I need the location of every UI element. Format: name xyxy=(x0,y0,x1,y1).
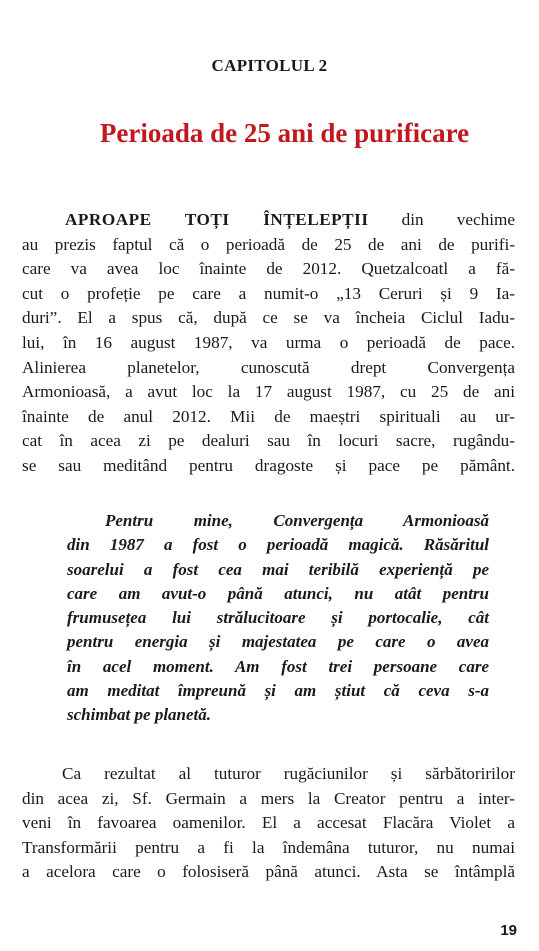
paragraph-line: a acelora care o folosiseră până atunci. Asta se întâmplă xyxy=(22,862,515,882)
quote-line: schimbat pe planetă. xyxy=(67,705,212,725)
paragraph-line: înainte de anul 2012. Mii de maeștri spirituali au ur- xyxy=(22,406,515,426)
lead-in: APROAPE TOȚI ÎNȚELEPȚII xyxy=(65,210,369,229)
paragraph-line: Alinierea planetelor, cunoscută drept Convergența xyxy=(22,357,515,377)
paragraph-line: duri”. El a spus că, după ce se va încheia Ciclul Iadu- xyxy=(22,308,515,328)
paragraph-2 xyxy=(22,762,515,885)
paragraph-1 xyxy=(22,208,515,479)
chapter-title: Perioada de 25 ani de purificare xyxy=(99,118,470,148)
paragraph-line: cat în acea zi pe dealuri sau în locuri sacre, rugându- xyxy=(22,431,515,451)
paragraph-line: Transformării pentru a fi la îndemâna tuturor, nu numai xyxy=(22,837,515,857)
quote-line: am meditat împreună și am știut că ceva s-a xyxy=(67,681,489,701)
quote-line: din 1987 a fost o perioadă magică. Răsăritul xyxy=(67,535,489,555)
paragraph-line: din acea zi, Sf. Germain a mers la Creator pentru a inter- xyxy=(22,788,515,808)
paragraph-line: lui, în 16 august 1987, va urma o perioadă de pace. xyxy=(22,332,515,352)
page-number: 19 xyxy=(500,922,517,939)
quote-line: frumusețea lui strălucitoare și portocalie, cât xyxy=(67,608,489,628)
quote-line: Pentru mine, Convergența Armonioasă xyxy=(105,511,489,530)
quote-block xyxy=(67,509,489,728)
paragraph-line: cut o profeție pe care a numit-o „13 Ceruri și 9 Ia- xyxy=(22,283,515,303)
paragraph-line: Ca rezultat al tuturor rugăciunilor și sărbătoririlor xyxy=(62,764,515,783)
quote-line: care am avut-o până atunci, nu atât pentru xyxy=(67,583,489,603)
paragraph-line: veni în favoarea oamenilor. El a accesat Flacăra Violet a xyxy=(22,813,515,833)
paragraph-line: APROAPE TOȚI ÎNȚELEPȚII din vechime xyxy=(65,210,516,229)
paragraph-line: care va avea loc înainte de 2012. Quetzalcoatl a fă- xyxy=(22,259,515,279)
quote-line: în acel moment. Am fost trei persoane care xyxy=(67,656,489,676)
quote-line: pentru energia și majestatea pe care o avea xyxy=(67,632,489,652)
paragraph-line: se sau meditând pentru dragoste și pace pe pământ. xyxy=(22,455,515,475)
paragraph-line: Armonioasă, a avut loc la 17 august 1987, cu 25 de ani xyxy=(22,382,515,402)
chapter-label: CAPITOLUL 2 xyxy=(211,56,328,75)
quote-line: soarelui a fost cea mai teribilă experiență pe xyxy=(67,559,489,579)
paragraph-line: au prezis faptul că o perioadă de 25 de ani de purifi- xyxy=(22,234,515,254)
